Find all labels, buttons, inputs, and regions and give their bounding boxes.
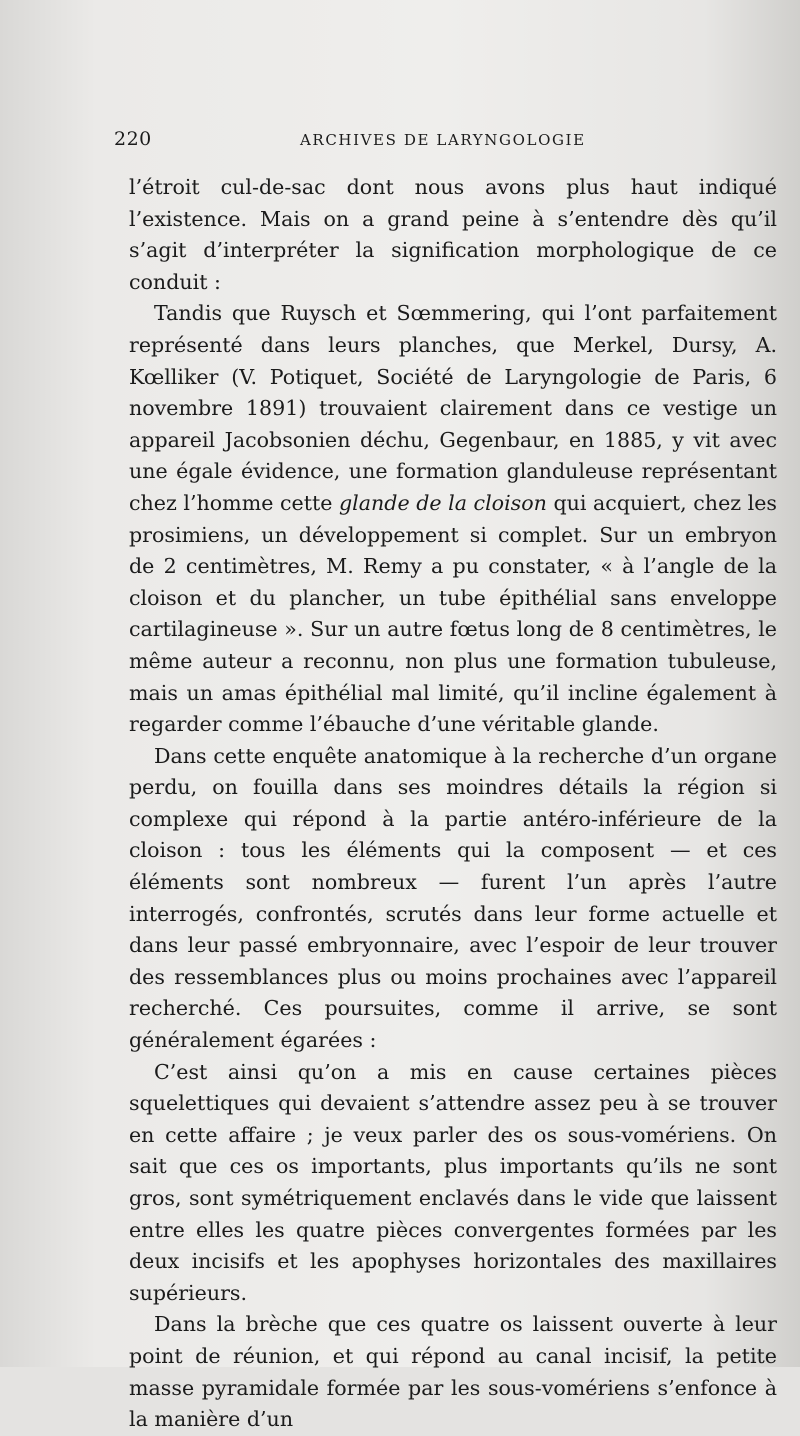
- running-title: ARCHIVES DE LARYNGOLOGIE: [300, 131, 586, 149]
- paragraph-2-text-after: qui acquiert, chez les prosimiens, un développement si complet. Sur un embryon de 2 centimètres, M. Remy a pu constater, « à l’angle de la cloison et du plancher, un tube épithélial sans enveloppe cartilagineuse ». Sur un autre fœtus long de 8 centimètres, le même auteur a reconnu, non plus une formation tubuleuse, mais un amas épithélial mal limité, qu’il incline également à regarder comme l’ébauche d’une véritable glande.: [129, 490, 777, 737]
- paragraph-3: Dans cette enquête anatomique à la recherche d’un organe perdu, on fouilla dans ses moindres détails la région si complexe qui répond à la partie antéro-inférieure de la cloison : tous les éléments qui la composent — et ces éléments sont nombreux — furent l’un après l’autre interrogés, confrontés, scrutés dans leur forme actuelle et dans leur passé embryonnaire, avec l’espoir de leur trouver des ressemblances plus ou moins prochaines avec l’appareil recherché. Ces poursuites, comme il arrive, se sont généralement égarées :: [129, 743, 777, 1053]
- paragraph-4: C’est ainsi qu’on a mis en cause certaines pièces squelettiques qui devaient s’attendre assez peu à se trouver en cette affaire ; je veux parler des os sous-vomériens. On sait que ces os importants, plus importants qu’ils ne sont gros, sont symétriquement enclavés dans le vide que laissent entre elles les quatre pièces convergentes formées par les deux incisifs et les apophyses horizontales des maxillaires supérieurs.: [129, 1059, 777, 1305]
- paragraph-2-text-before: Tandis que Ruysch et Sœmmering, qui l’ont parfaitement représenté dans leurs planches, que Merkel, Dursy, A. Kœlliker (V. Potiquet, Société de Laryngologie de Paris, 6 novembre 1891) trouvaient clairement dans ce vestige un appareil Jacobsonien déchu, Gegenbaur, en 1885, y vit avec une égale évidence, une formation glanduleuse représentant chez l’homme cette: [129, 301, 777, 515]
- body-text: [129, 172, 777, 1436]
- paragraph-2: [129, 298, 777, 740]
- paragraph-1: l’étroit cul-de-sac dont nous avons plus haut indiqué l’existence. Mais on a grand peine à s’entendre dès qu’il s’agit d’interpréter la signification morphologique de ce conduit :: [129, 175, 777, 294]
- page-number: 220: [114, 128, 152, 150]
- paragraph-2-italic-term: glande de la cloison: [338, 490, 547, 515]
- page-header: [114, 128, 632, 158]
- paragraph-5: Dans la brèche que ces quatre os laissent ouverte à leur point de réunion, et qui répond au canal incisif, la petite masse pyramidale formée par les sous-vomériens s’enfonce à la manière d’un: [129, 1312, 777, 1432]
